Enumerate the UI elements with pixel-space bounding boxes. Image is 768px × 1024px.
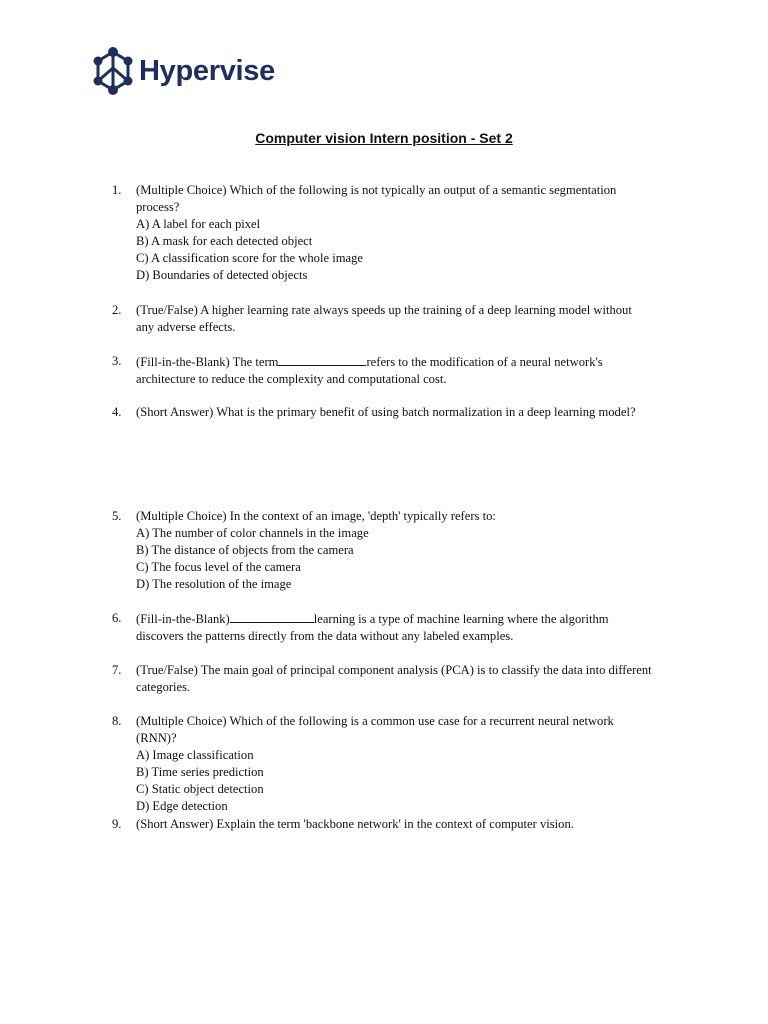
question-5 bbox=[112, 508, 652, 593]
question-text bbox=[136, 353, 652, 388]
answer-option: B) The distance of objects from the camera bbox=[136, 543, 354, 557]
question-number: 9. bbox=[112, 817, 122, 831]
question-type: (Multiple Choice) bbox=[136, 714, 227, 728]
answer-option: C) The focus level of the camera bbox=[136, 560, 301, 574]
answer-option: C) A classification score for the whole image bbox=[136, 251, 363, 265]
question-prompt: What is the primary benefit of using batch normalization in a deep learning model? bbox=[216, 405, 636, 419]
question-text bbox=[136, 508, 652, 525]
question-number: 8. bbox=[112, 714, 122, 728]
question-text bbox=[136, 404, 672, 421]
answer-option: A) The number of color channels in the image bbox=[136, 526, 369, 540]
question-text bbox=[136, 713, 652, 747]
question-number: 2. bbox=[112, 303, 122, 317]
question-6 bbox=[112, 610, 652, 645]
question-type: (True/False) bbox=[136, 663, 198, 677]
answer-blank[interactable] bbox=[230, 610, 314, 623]
question-type: (Short Answer) bbox=[136, 405, 214, 419]
question-text bbox=[136, 816, 652, 833]
question-type: (Multiple Choice) bbox=[136, 183, 227, 197]
question-number: 4. bbox=[112, 405, 122, 419]
question-type: (Fill-in-the-Blank) bbox=[136, 612, 230, 626]
question-text bbox=[136, 182, 652, 216]
answer-blank[interactable] bbox=[278, 353, 366, 366]
question-7 bbox=[112, 662, 652, 696]
question-number: 5. bbox=[112, 509, 122, 523]
question-9 bbox=[112, 816, 652, 833]
question-prompt: In the context of an image, 'depth' typically refers to: bbox=[229, 509, 496, 523]
answer-option: D) Edge detection bbox=[136, 799, 228, 813]
question-prompt: The main goal of principal component analysis (PCA) is to classify the data into different categories. bbox=[136, 663, 652, 694]
answer-option: D) Boundaries of detected objects bbox=[136, 268, 308, 282]
question-number: 7. bbox=[112, 663, 122, 677]
question-number: 6. bbox=[112, 611, 122, 625]
question-number: 1. bbox=[112, 183, 122, 197]
answer-option: D) The resolution of the image bbox=[136, 577, 292, 591]
answer-option: B) A mask for each detected object bbox=[136, 234, 313, 248]
question-number: 3. bbox=[112, 354, 122, 368]
question-type: (Fill-in-the-Blank) bbox=[136, 355, 230, 369]
question-2 bbox=[112, 302, 652, 336]
question-type: (True/False) bbox=[136, 303, 198, 317]
question-prompt-start: The term bbox=[232, 355, 279, 369]
brand-name: Hypervise bbox=[139, 54, 275, 87]
question-3 bbox=[112, 353, 652, 388]
question-prompt: Which of the following is not typically an output of a semantic segmentation process? bbox=[136, 183, 617, 214]
question-8 bbox=[112, 713, 652, 815]
question-prompt: A higher learning rate always speeds up the training of a deep learning model without any adverse effects. bbox=[136, 303, 632, 334]
question-4 bbox=[112, 404, 672, 421]
question-prompt-end: refers to the modification of a neural network's architecture to reduce the complexity and computational cost. bbox=[136, 355, 603, 386]
document-title: Computer vision Intern position - Set 2 bbox=[255, 130, 513, 146]
question-prompt-end: learning is a type of machine learning where the algorithm discovers the patterns directly from the data without any labeled examples. bbox=[136, 612, 609, 643]
question-prompt: Explain the term 'backbone network' in the context of computer vision. bbox=[216, 817, 574, 831]
question-type: (Multiple Choice) bbox=[136, 509, 227, 523]
question-prompt: Which of the following is a common use case for a recurrent neural network (RNN)? bbox=[136, 714, 614, 745]
question-text bbox=[136, 610, 652, 645]
hypervise-logo bbox=[92, 46, 275, 96]
answer-option: C) Static object detection bbox=[136, 782, 264, 796]
question-1 bbox=[112, 182, 652, 284]
answer-option: A) A label for each pixel bbox=[136, 217, 261, 231]
question-text bbox=[136, 662, 652, 696]
answer-option: B) Time series prediction bbox=[136, 765, 264, 779]
question-text bbox=[136, 302, 652, 336]
question-type: (Short Answer) bbox=[136, 817, 214, 831]
answer-option: A) Image classification bbox=[136, 748, 254, 762]
hypervise-logo-icon bbox=[92, 46, 136, 96]
